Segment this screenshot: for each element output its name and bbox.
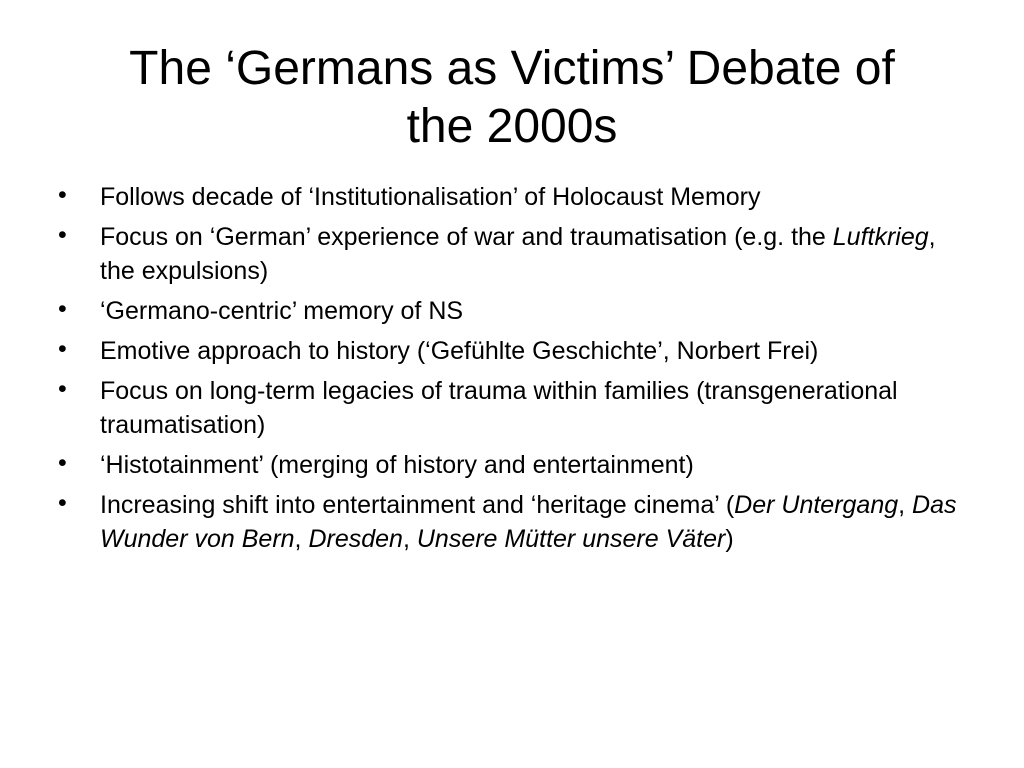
bullet-item	[58, 448, 958, 482]
bullet-text: Emotive approach to history (‘Gefühlte Geschichte’, Norbert Frei)	[100, 337, 819, 365]
film-title-italic: Der Untergang	[734, 491, 899, 519]
bullet-text: ,	[402, 525, 417, 553]
slide-title	[60, 40, 964, 156]
bullet-item	[58, 488, 958, 556]
bullet-icon: •	[58, 489, 67, 517]
bullet-item	[58, 294, 958, 328]
bullet-item	[58, 334, 958, 368]
bullet-text-italic: Luftkrieg	[832, 223, 929, 251]
bullet-text: Focus on ‘German’ experience of war and traumatisation (e.g. the	[100, 223, 833, 251]
bullet-icon: •	[58, 375, 67, 403]
film-title-italic: Dresden	[308, 525, 403, 553]
bullet-item	[58, 220, 958, 288]
bullet-text: )	[725, 525, 734, 553]
bullet-text: Increasing shift into entertainment and ‘heritage cinema’ (	[100, 491, 735, 519]
bullet-text: ,	[898, 491, 913, 519]
bullet-text: ‘Histotainment’ (merging of history and entertainment)	[100, 451, 694, 479]
bullet-icon: •	[58, 181, 67, 209]
slide-title-line-1: The ‘Germans as Victims’ Debate of	[129, 42, 895, 95]
bullet-text: Focus on long-term legacies of trauma within families (transgenerational traumatisation)	[100, 377, 898, 439]
film-title-italic: Das Wunder von Bern	[100, 491, 957, 553]
film-title-italic: Unsere Mütter unsere Väter	[416, 525, 726, 553]
bullet-text: ,	[294, 525, 309, 553]
bullet-icon: •	[58, 221, 67, 249]
slide-title-line-2: the 2000s	[406, 100, 618, 153]
bullet-item	[58, 374, 958, 442]
bullet-list	[58, 180, 958, 562]
bullet-text: ‘Germano-centric’ memory of NS	[100, 297, 464, 325]
bullet-text: Follows decade of ‘Institutionalisation’ of Holocaust Memory	[100, 183, 761, 211]
bullet-icon: •	[58, 449, 67, 477]
bullet-icon: •	[58, 335, 67, 363]
bullet-item	[58, 180, 958, 214]
bullet-icon: •	[58, 295, 67, 323]
bullet-text: , the expulsions)	[100, 223, 936, 285]
